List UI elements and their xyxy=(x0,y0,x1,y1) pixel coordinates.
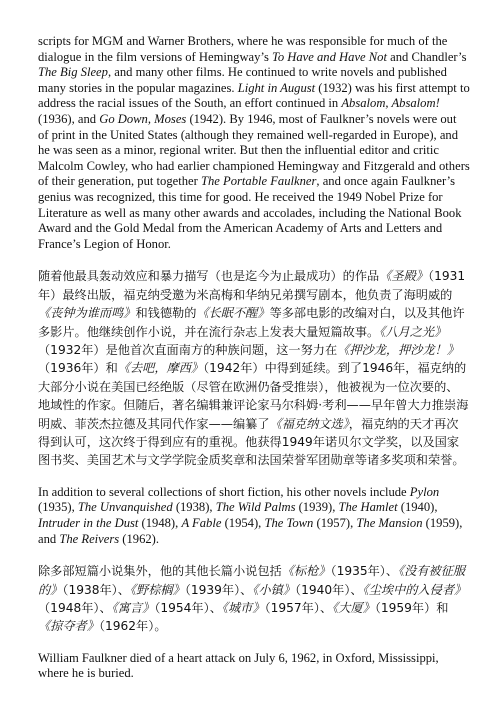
book-title: The Town xyxy=(264,515,314,530)
text-run: （1942年）中得到延续。到了1946年，福克纳的大部分小说在美国已经绝版（尽管在欧洲仍备受推崇），他被视为一位次要的、地域性的作家。但随后，著名编辑兼评论家马尔科姆·考利——早年曾大力推崇海明威、菲茨杰拉德及其同代作家——编纂了 xyxy=(38,361,469,431)
book-title: 《去吧，摩西》 xyxy=(117,361,204,376)
paragraph-en-novels xyxy=(38,485,470,547)
text-run: (1938), xyxy=(172,500,216,515)
text-run: scripts for MGM and Warner Brothers, where he was responsible for much of the dialogue in the film versions of Hemingway’s xyxy=(38,34,448,64)
document-page xyxy=(38,34,470,682)
book-title: Go Down, Moses xyxy=(99,111,187,126)
book-title: 《掠夺者》 xyxy=(38,619,99,634)
book-title: 《城市》 xyxy=(221,600,265,615)
book-title: The Reivers xyxy=(59,531,120,546)
paragraph-zh-career xyxy=(38,267,470,469)
text-run: William Faulkner died of a heart attack on July 6, 1962, in Oxford, Mississippi, where he is buried. xyxy=(38,650,439,681)
book-title: The Big Sleep xyxy=(38,65,108,80)
text-run: （1938年）、 xyxy=(62,582,130,597)
text-run: and Chandler’s xyxy=(386,49,467,64)
text-run: 等多部电影的改编对白，以及其他许多影片。他继续创作小说，并在流行杂志上发表大量短篇故事。 xyxy=(38,306,465,339)
book-title: The Wild Palms xyxy=(215,500,296,515)
text-run: （1957年）、 xyxy=(264,600,333,615)
text-run: In addition to several collections of short fiction, his other novels include xyxy=(38,484,410,499)
book-title: A Fable xyxy=(181,515,222,530)
text-run: ，福克纳的天才再次得到认可，这次终于得到应有的重视。他获得1949年诺贝尔文学奖，以及国家图书奖、美国艺术与文学学院金质奖章和法国荣誉军团勋章等诸多奖项和荣誉。 xyxy=(38,416,465,468)
text-run: , and once again Faulkner’s genius was recognized, this time for good. He received the 1949 Nobel Prize for Literature as well as many other awards and accolades, including the National Book Award and the Gold Medal from the American Academy of Arts and Letters and France’s Legion of Honor. xyxy=(38,174,462,251)
book-title: 《圣殿》 xyxy=(379,269,428,284)
book-title: 《寓言》 xyxy=(111,600,155,615)
text-run: (1942). By 1946, most of Faulkner’s novels were out of print in the United States (although they remained well-regarded in Europe), and he was seen as a minor, regional writer. But then the influential editor and critic Malcolm Cowley, who had earlier championed Hemingway and Fitzgerald and others of their generation, put together xyxy=(38,111,470,189)
text-run: 和钱德勒的 xyxy=(135,306,197,321)
paragraph-zh-novels xyxy=(38,562,470,636)
text-run: （1962年）。 xyxy=(98,619,167,634)
text-run: (1940), xyxy=(397,500,438,515)
text-run: （1936年）和 xyxy=(38,361,118,376)
text-run: 随着他最具轰动效应和暴力描写（也是迄今为止最成功）的作品 xyxy=(38,269,380,284)
text-run: （1935年）、 xyxy=(330,564,399,579)
book-title: 《八月之光》 xyxy=(379,324,447,339)
text-run: (1932) was his first attempt to address the racial issues of the South, an effort continued in xyxy=(38,80,470,111)
book-title: Intruder in the Dust xyxy=(38,515,139,530)
text-run: （1959年）和 xyxy=(374,600,449,615)
text-run: (1935), xyxy=(38,500,78,515)
text-run: (1962). xyxy=(119,531,160,546)
book-title: 《小镇》 xyxy=(252,582,296,597)
book-title: 《野棕榈》 xyxy=(129,582,185,597)
book-title: 《没有被征服的》 xyxy=(38,564,466,597)
book-title: The Portable Faulkner xyxy=(200,174,317,189)
text-run: （1940年）、 xyxy=(295,582,363,597)
text-run: (1954), xyxy=(221,515,265,530)
text-run: , and many other films. He continued to write novels and published many stories in the popular magazines. xyxy=(38,65,447,95)
text-run: （1932年）是他首次直面南方的种族问题，这一努力在 xyxy=(38,342,338,357)
text-run: (1939), xyxy=(295,500,339,515)
text-run: （1954年）、 xyxy=(154,600,222,615)
paragraph-en-death xyxy=(38,651,470,682)
book-title: 《尘埃中的入侵者》 xyxy=(362,582,467,597)
book-title: 《丧钟为谁而鸣》 xyxy=(38,306,136,321)
text-run: （1939年）、 xyxy=(184,582,253,597)
text-run: (1959), and xyxy=(38,515,463,546)
book-title: Light in August xyxy=(237,80,316,95)
book-title: The Unvanquished xyxy=(77,500,173,515)
book-title: The Mansion xyxy=(356,515,423,530)
text-run: (1948), xyxy=(138,515,182,530)
book-title: To Have and Have Not xyxy=(272,49,387,64)
text-run: （1931年）最终出版，福克纳受邀为米高梅和华纳兄弟撰写剧本，他负责了海明威的 xyxy=(38,269,466,302)
text-run: （1948年）、 xyxy=(38,600,112,615)
book-title: 《大厦》 xyxy=(332,600,375,615)
book-title: 《福克纳文选》 xyxy=(269,416,349,431)
text-run: (1936), and xyxy=(38,111,100,126)
text-run: 除多部短篇小说集外，他的其他长篇小说包括 xyxy=(38,564,282,579)
paragraph-en-career xyxy=(38,34,470,252)
book-title: 《标枪》 xyxy=(281,564,331,579)
text-run: (1957), xyxy=(313,515,357,530)
book-title: 《长眠不醒》 xyxy=(196,306,270,321)
book-title: The Hamlet xyxy=(338,500,398,515)
book-title: 《押沙龙，押沙龙！》 xyxy=(337,342,460,357)
book-title: Pylon xyxy=(409,484,440,499)
book-title: Absalom, Absalom! xyxy=(341,96,440,111)
